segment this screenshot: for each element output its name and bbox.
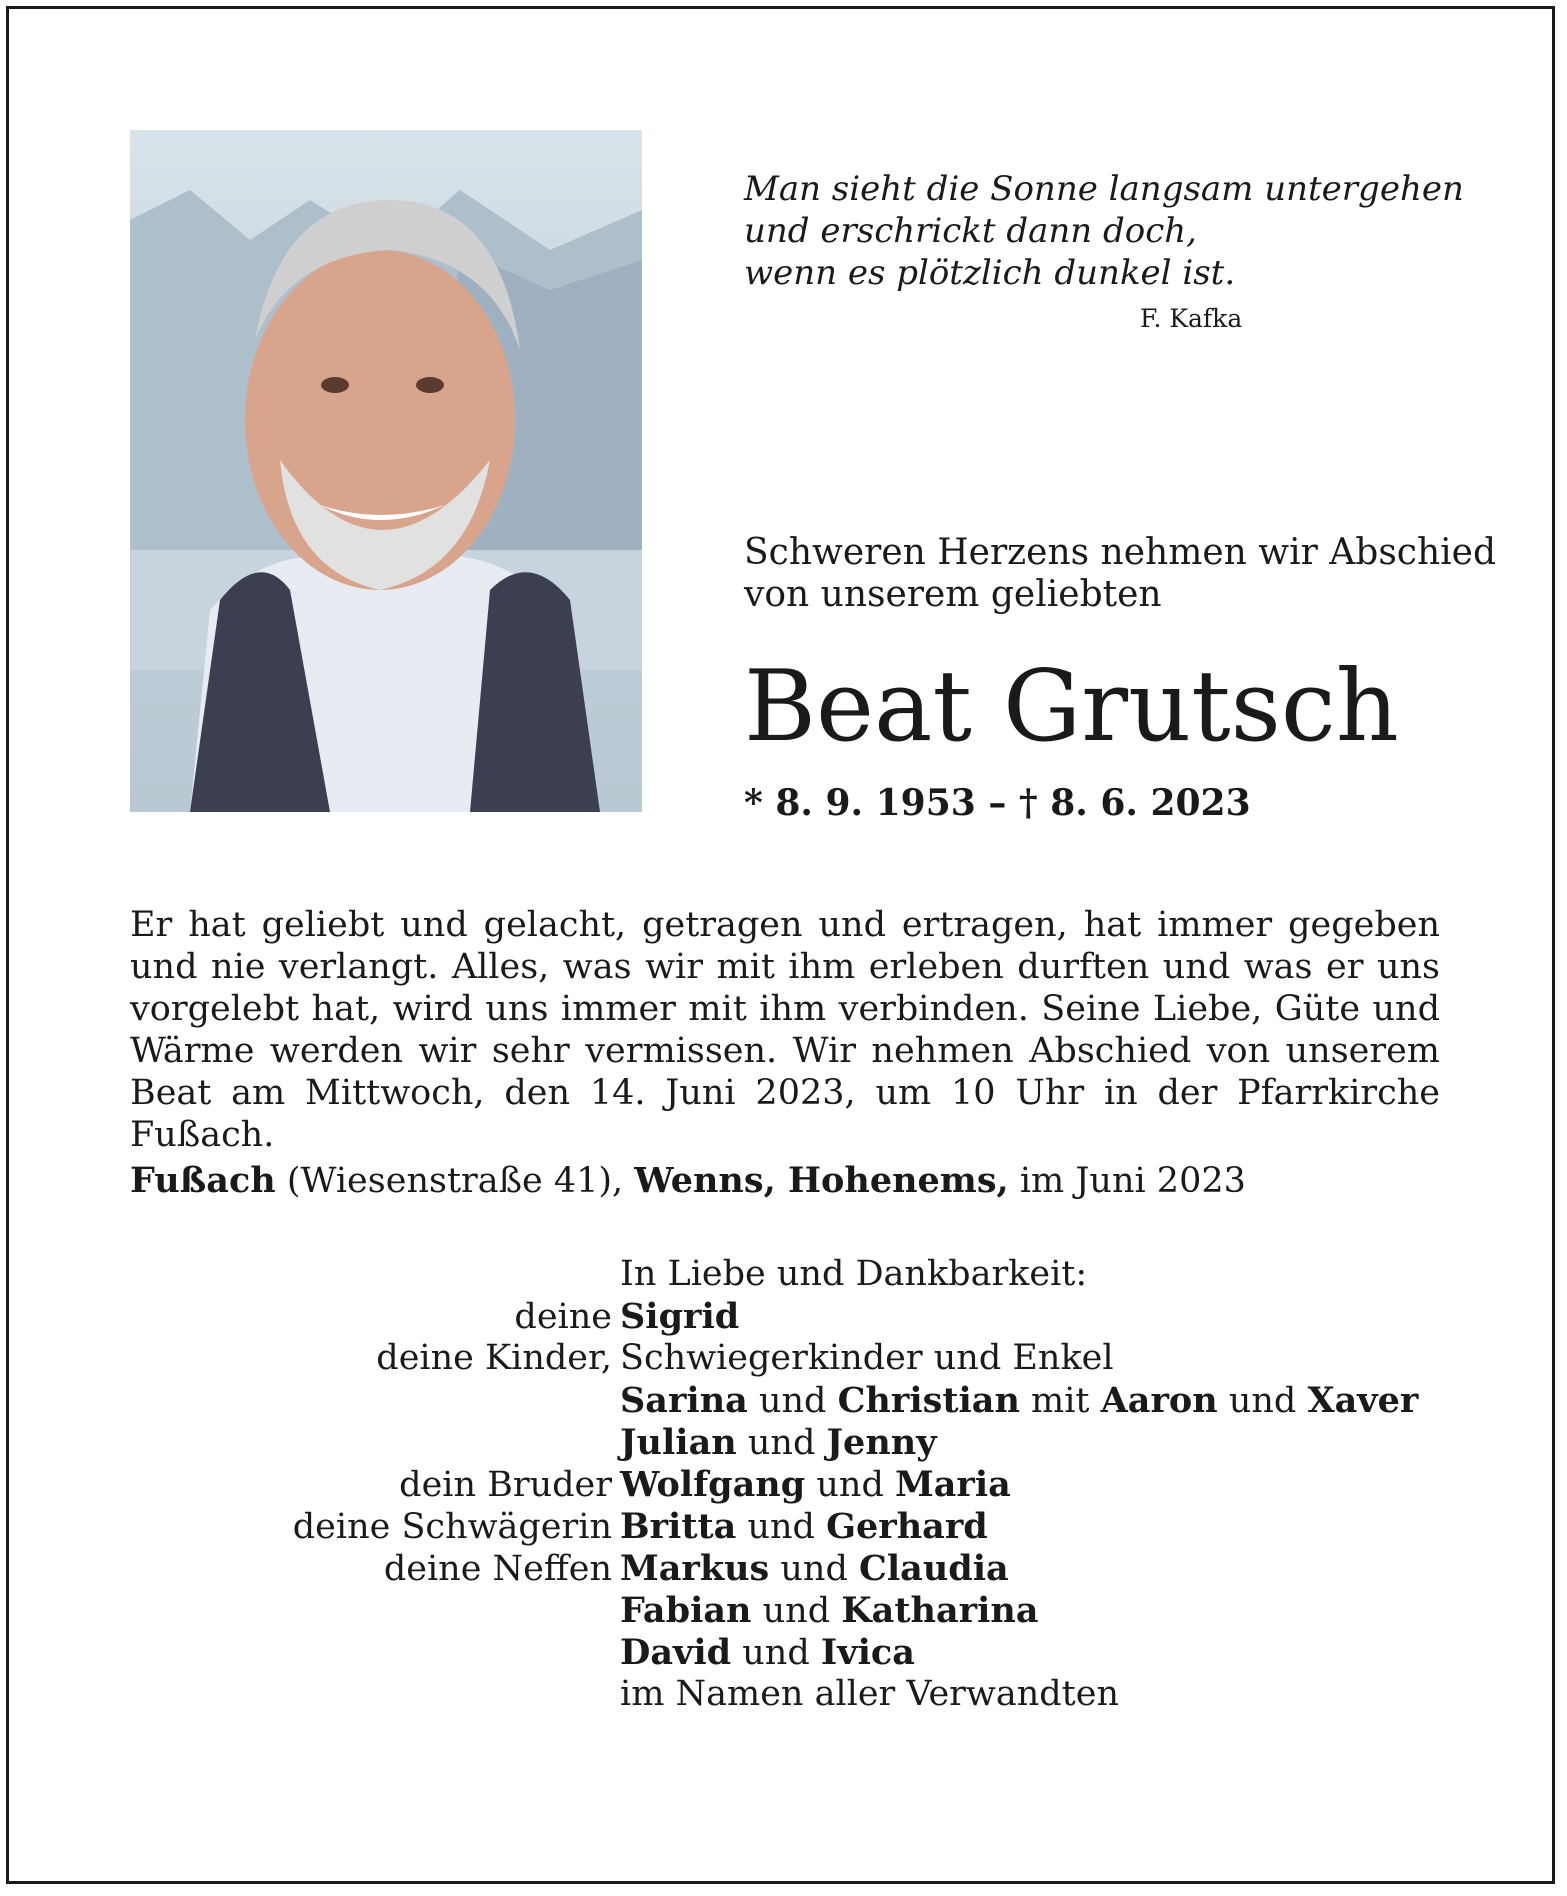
mourner-name: Xaver <box>1307 1380 1419 1421</box>
connector: und <box>736 1423 827 1463</box>
place-date: im Juni 2023 <box>1008 1161 1246 1201</box>
connector: und <box>747 1381 838 1421</box>
quote-author: F. Kafka <box>1140 304 1243 333</box>
connector: und <box>805 1465 895 1505</box>
life-dates: * 8. 9. 1953 – † 8. 6. 2023 <box>744 782 1251 824</box>
connector: und <box>769 1549 860 1589</box>
place-address: (Wiesenstraße 41), <box>275 1161 635 1201</box>
mourner-name: Sigrid <box>620 1296 740 1337</box>
mourner-name: Sarina <box>620 1380 748 1421</box>
relation-label: deine Kinder, <box>376 1338 612 1378</box>
mourner-row <box>130 1338 1450 1380</box>
mourner-name: Wolfgang <box>620 1464 806 1505</box>
mourner-name: Julian <box>620 1422 737 1463</box>
quote-line: Man sieht die Sonne langsam untergehen <box>744 169 1464 209</box>
mourner-name: Christian <box>837 1380 1020 1421</box>
mourner-name: Ivica <box>820 1632 915 1673</box>
quote-line: wenn es plötzlich dunkel ist. <box>744 253 1236 293</box>
portrait-photo <box>130 130 642 812</box>
relation-label: deine Neffen <box>383 1549 612 1589</box>
mourner-row <box>130 1380 1450 1422</box>
mourner-row <box>130 1464 1450 1506</box>
mourner-row <box>130 1422 1450 1464</box>
intro-text <box>744 532 1504 616</box>
connector: und <box>736 1507 827 1547</box>
place-and-date <box>130 1160 1440 1201</box>
mourner-name: Markus <box>620 1548 770 1589</box>
mourner-name: Gerhard <box>826 1506 988 1547</box>
portrait-illustration <box>130 130 642 812</box>
mourner-name: Maria <box>894 1464 1011 1505</box>
mourner-text: im Namen aller Verwandten <box>620 1674 1119 1714</box>
place-town: Fußach <box>130 1160 276 1201</box>
connector: und <box>1217 1381 1308 1421</box>
mourner-text: Schwiegerkinder und Enkel <box>620 1338 1114 1378</box>
obituary-body: Er hat geliebt und gelacht, getragen und ertragen, hat immer gegeben und nie verlangt. Alles, was wir mit ihm erleben durften und was er uns vorgelebt hat, wird uns immer mit ihm verbinden. Seine Liebe, Güte und Wärme werden wir sehr vermissen. Wir nehmen Abschied von unserem Beat am Mittwoch, den 14. Juni 2023, um 10 Uhr in der Pfarrkirche Fußach. <box>130 905 1440 1155</box>
quote-line: und erschrickt dann doch, <box>744 211 1197 251</box>
intro-line: von unserem geliebten <box>744 574 1162 615</box>
mourner-name: Katharina <box>841 1590 1039 1631</box>
mourner-row <box>130 1590 1450 1632</box>
kafka-quote <box>744 168 1464 294</box>
mourner-row <box>130 1506 1450 1548</box>
mourner-row <box>130 1548 1450 1590</box>
mourner-row <box>130 1296 1450 1338</box>
deceased-name: Beat Grutsch <box>744 650 1399 764</box>
mourner-name: Fabian <box>620 1590 752 1631</box>
connector: mit <box>1019 1381 1101 1421</box>
mourners-list <box>130 1254 1450 1716</box>
mourner-name: Aaron <box>1100 1380 1218 1421</box>
mourner-name: Britta <box>620 1506 737 1547</box>
place-towns: Wenns, Hohenems, <box>634 1160 1009 1201</box>
mourner-name: David <box>620 1632 732 1673</box>
relation-label: deine Schwägerin <box>292 1507 612 1547</box>
relation-label: deine <box>514 1297 612 1337</box>
connector: und <box>731 1633 821 1673</box>
signoff-heading: In Liebe und Dankbarkeit: <box>620 1254 1088 1294</box>
relation-label: dein Bruder <box>399 1465 612 1505</box>
mourner-row <box>130 1674 1450 1716</box>
mourner-name: Claudia <box>859 1548 1009 1589</box>
mourner-row <box>130 1632 1450 1674</box>
intro-line: Schweren Herzens nehmen wir Abschied <box>744 532 1497 573</box>
mourner-name: Jenny <box>826 1422 937 1463</box>
connector: und <box>751 1591 842 1631</box>
